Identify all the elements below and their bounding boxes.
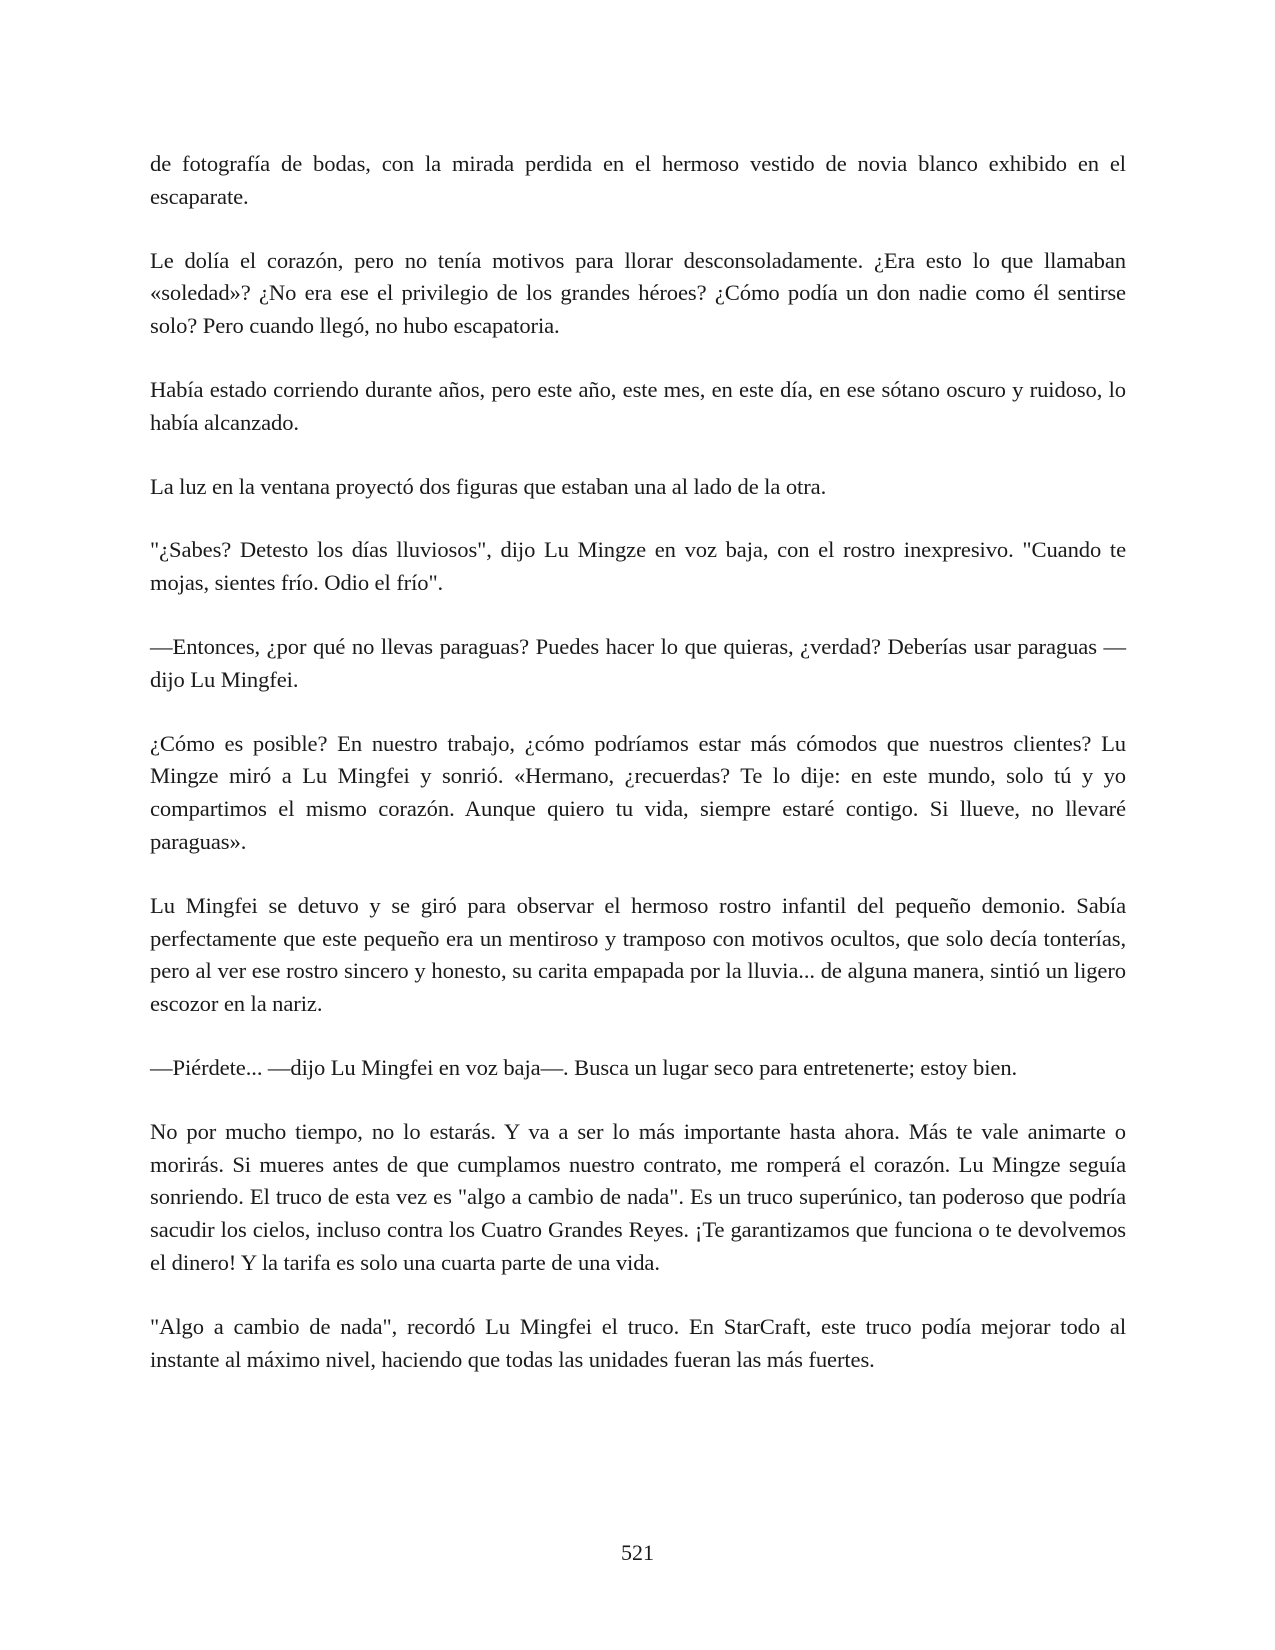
- paragraph: Le dolía el corazón, pero no tenía motivos para llorar desconsoladamente. ¿Era esto lo que llamaban «soledad»? ¿No era ese el privilegio de los grandes héroes? ¿Cómo podía un don nadie como él sentirse solo? Pero cuando llegó, no hubo escapatoria.: [150, 247, 1126, 339]
- page-body: [150, 148, 1126, 1407]
- page-number: 521: [621, 1540, 654, 1565]
- paragraph: Había estado corriendo durante años, pero este año, este mes, en este día, en ese sótano oscuro y ruidoso, lo había alcanzado.: [150, 376, 1126, 435]
- paragraph: "Algo a cambio de nada", recordó Lu Mingfei el truco. En StarCraft, este truco podía mejorar todo al instante al máximo nivel, haciendo que todas las unidades fueran las más fuertes.: [150, 1313, 1126, 1372]
- paragraph: "¿Sabes? Detesto los días lluviosos", dijo Lu Mingze en voz baja, con el rostro inexpresivo. "Cuando te mojas, sientes frío. Odio el frío".: [150, 537, 1126, 596]
- paragraph: ¿Cómo es posible? En nuestro trabajo, ¿cómo podríamos estar más cómodos que nuestros clientes? Lu Mingze miró a Lu Mingfei y sonrió. «Hermano, ¿recuerdas? Te lo dije: en este mundo, solo tú y yo compartimos el mismo corazón. Aunque quiero tu vida, siempre estaré contigo. Si llueve, no llevaré paraguas».: [150, 730, 1126, 854]
- paragraph: —Entonces, ¿por qué no llevas paraguas? Puedes hacer lo que quieras, ¿verdad? Deberías usar paraguas —dijo Lu Mingfei.: [150, 633, 1126, 692]
- paragraph: de fotografía de bodas, con la mirada perdida en el hermoso vestido de novia blanco exhibido en el escaparate.: [150, 151, 1126, 209]
- paragraph: No por mucho tiempo, no lo estarás. Y va a ser lo más importante hasta ahora. Más te vale animarte o morirás. Si mueres antes de que cumplamos nuestro contrato, me romperá el corazón. Lu Mingze seguía sonriendo. El truco de esta vez es "algo a cambio de nada". Es un truco superúnico, tan poderoso que podría sacudir los cielos, incluso contra los Cuatro Grandes Reyes. ¡Te garantizamos que funciona o te devolvemos el dinero! Y la tarifa es solo una cuarta parte de una vida.: [150, 1118, 1126, 1275]
- paragraph: —Piérdete... —dijo Lu Mingfei en voz baja—. Busca un lugar seco para entretenerte; estoy bien.: [150, 1054, 1018, 1080]
- paragraph: Lu Mingfei se detuvo y se giró para observar el hermoso rostro infantil del pequeño demonio. Sabía perfectamente que este pequeño era un mentiroso y tramposo con motivos ocultos, que solo decía tonterías, pero al ver ese rostro sincero y honesto, su carita empapada por la lluvia... de alguna manera, sintió un ligero escozor en la nariz.: [150, 892, 1126, 1017]
- paragraph: La luz en la ventana proyectó dos figuras que estaban una al lado de la otra.: [150, 473, 827, 499]
